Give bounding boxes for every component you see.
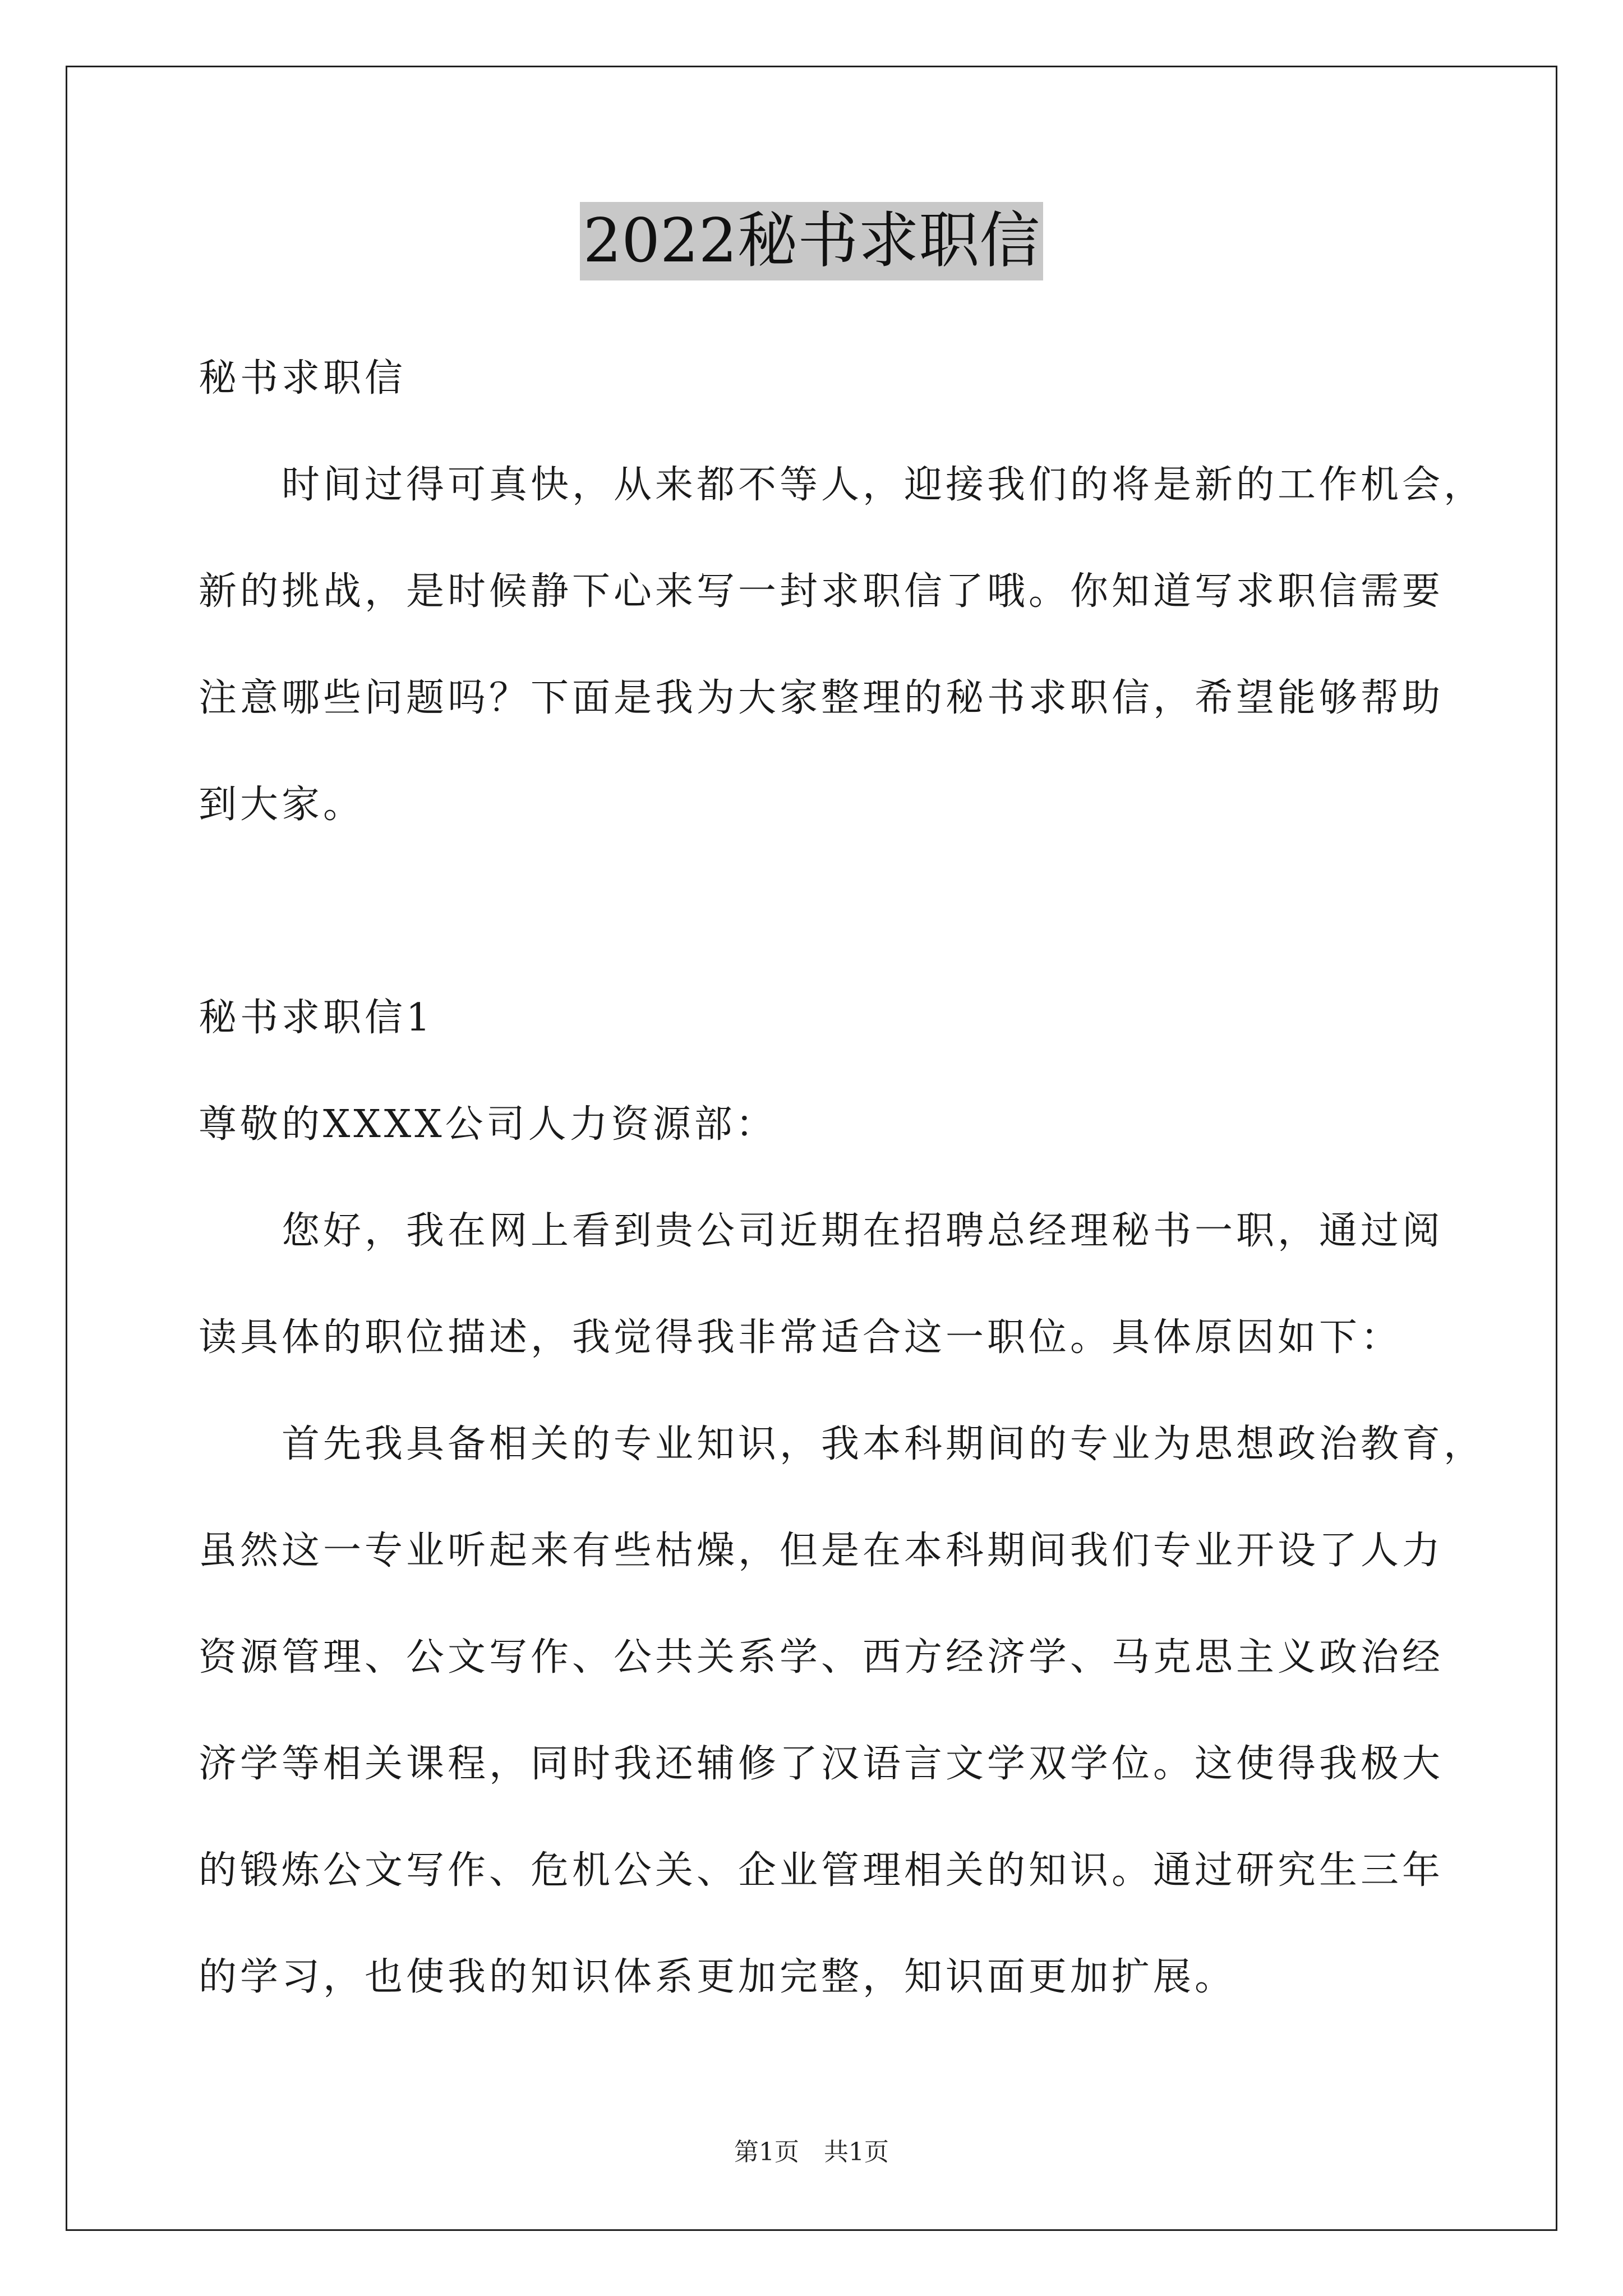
text-line: 首先我具备相关的专业知识，我本科期间的专业为思想政治教育， [199, 1422, 1486, 1466]
text-line: 资源管理、公文写作、公共关系学、西方经济学、马克思主义政治经 [199, 1635, 1444, 1680]
text-line: 注意哪些问题吗？下面是我为大家整理的秘书求职信，希望能够帮助 [199, 676, 1444, 720]
text-line: 的学习，也使我的知识体系更加完整，知识面更加扩展。 [199, 1955, 1237, 1999]
text-line: 秘书求职信 [199, 356, 407, 401]
section-heading: 秘书求职信1 [199, 996, 434, 1040]
text-line: 的锻炼公文写作、危机公关、企业管理相关的知识。通过研究生三年 [199, 1848, 1444, 1893]
text-line: 读具体的职位描述，我觉得我非常适合这一职位。具体原因如下： [199, 1315, 1403, 1360]
text-line: 济学等相关课程，同时我还辅修了汉语言文学双学位。这使得我极大 [199, 1742, 1444, 1786]
text-line: 到大家。 [199, 783, 365, 827]
text-line: 您好，我在网上看到贵公司近期在招聘总经理秘书一职，通过阅 [199, 1209, 1444, 1253]
page-footer: 第1页 共1页 [734, 2138, 889, 2166]
text-line: 新的挑战，是时候静下心来写一封求职信了哦。你知道写求职信需要 [199, 569, 1444, 614]
title-container [0, 202, 1623, 280]
text-line: 时间过得可真快，从来都不等人，迎接我们的将是新的工作机会， [199, 463, 1486, 507]
document-title: 2022秘书求职信 [580, 202, 1044, 280]
salutation: 尊敬的XXXX公司人力资源部： [199, 1102, 777, 1147]
text-line: 虽然这一专业听起来有些枯燥，但是在本科期间我们专业开设了人力 [199, 1529, 1444, 1573]
